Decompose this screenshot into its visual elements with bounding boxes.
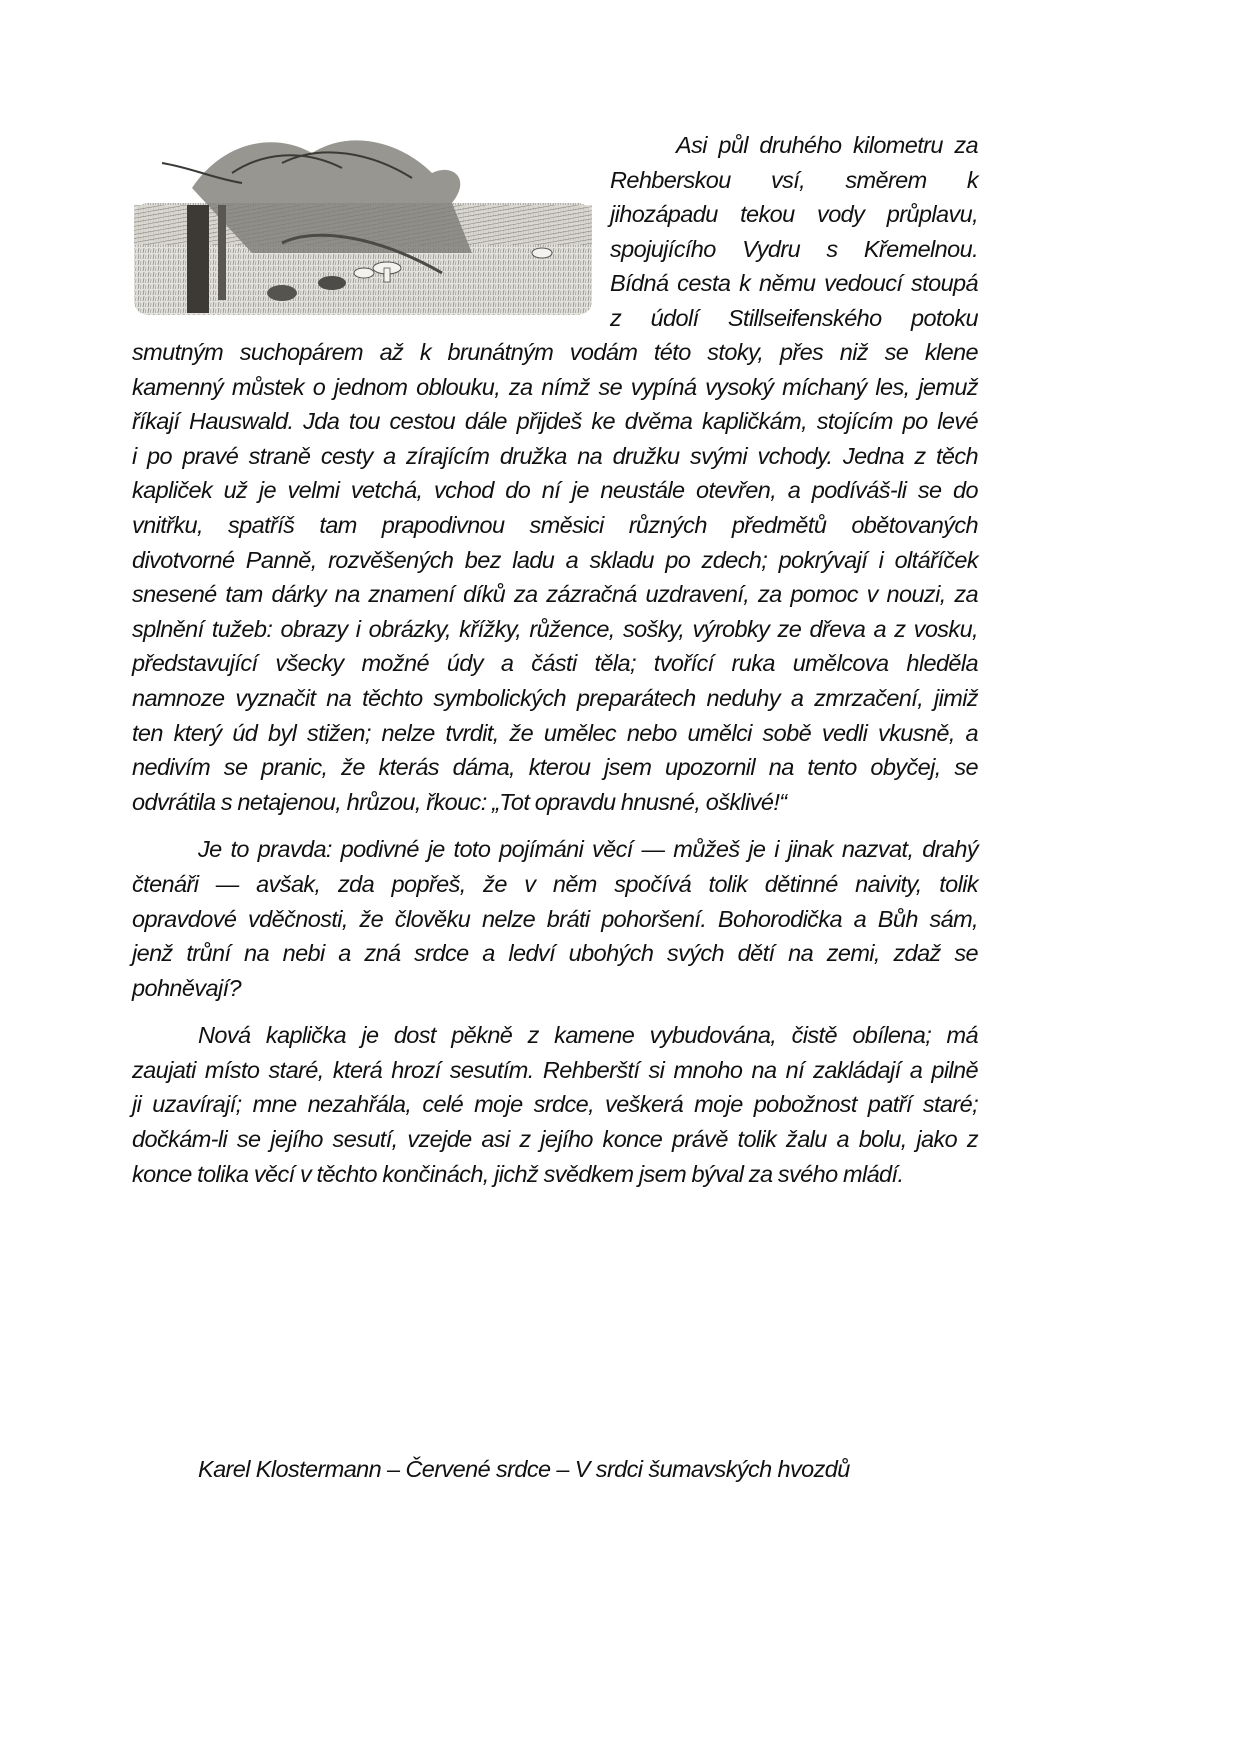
text-line: zaujati místo staré, která hrozí sesutím. Rehberští si mnoho na ní zakládají a pilně — [132, 1056, 978, 1083]
document-page — [132, 128, 978, 1191]
text-line: říkají Hauswald. Jda tou cestou dále přijdeš ke dvěma kapličkám, stojícím po levé — [132, 408, 978, 435]
forest-engraving-image — [132, 133, 594, 319]
text-line: Nová kaplička je dost pěkně z kamene vybudována, čistě obílena; má — [198, 1022, 978, 1049]
paragraph-3 — [132, 1018, 978, 1191]
text-line: kapliček už je velmi vetchá, vchod do ní je neustále otevřen, a podíváš-li se do — [132, 477, 978, 504]
paragraph-2 — [132, 832, 978, 1005]
paragraph-spacer — [132, 1005, 978, 1018]
text-line: opravdové vděčnosti, že člověku nelze bráti pohoršení. Bohorodička a Bůh sám, — [132, 905, 978, 932]
text-line: snesené tam dárky na znamení díků za zázračná uzdravení, za pomoc v nouzi, za — [132, 581, 978, 608]
text-line: představující všecky možné údy a části těla; tvořící ruka umělcova hleděla — [132, 650, 978, 677]
paragraph-1-continued — [132, 335, 978, 819]
text-line: jenž trůní na nebi a zná srdce a ledví ubohých svých dětí na zemi, zdaž se — [132, 940, 978, 967]
text-line: z údolí Stillseifenského potoku — [610, 304, 978, 331]
text-line: Rehberskou vsí, směrem k — [610, 166, 978, 193]
text-line: namnoze vyznačit na těchto symbolických preparátech neduhy a zmrzačení, jimiž — [132, 684, 978, 711]
paragraph-spacer — [132, 819, 978, 832]
text-line: Bídná cesta k němu vedoucí stoupá — [610, 270, 978, 297]
text-line: dočkám-li se jejího sesutí, vzejde asi z jejího konce právě tolik žalu a bolu, jako z — [132, 1126, 978, 1153]
text-line: i po pravé straně cesty a zírajícím družka na družku svými vchody. Jedna z těch — [132, 442, 978, 469]
text-line: kamenný můstek o jednom oblouku, za nímž se vypíná vysoký míchaný les, jemuž — [132, 373, 978, 400]
text-line: divotvorné Panně, rozvěšených bez ladu a skladu po zdech; pokrývají i oltáříček — [132, 546, 978, 573]
text-line: Asi půl druhého kilometru za — [676, 132, 978, 158]
intro-block — [132, 128, 978, 335]
text-line: Je to pravda: podivné je toto pojímáni věcí — můžeš je i jinak nazvat, drahý — [198, 836, 978, 863]
text-line: čtenáři — avšak, zda popřeš, že v něm spočívá tolik dětinné naivity, tolik — [132, 870, 978, 897]
text-line: ten který úd byl stižen; nelze tvrdit, že umělec nebo umělci sobě vedli vkusně, a — [132, 719, 978, 746]
intro-wrapped-text — [610, 128, 978, 336]
source-attribution: Karel Klostermann – Červené srdce – V srdci šumavských hvozdů — [198, 1456, 850, 1482]
text-line: splnění tužeb: obrazy i obrázky, křížky, růžence, sošky, výrobky ze dřeva a z vosku, — [132, 615, 978, 642]
text-line: smutným suchopárem až k brunátným vodám této stoky, přes niž se klene — [132, 339, 978, 365]
text-line: ji uzavírají; mne nezahřála, celé moje srdce, veškerá moje pobožnost patří staré; — [132, 1091, 978, 1118]
text-line: spojujícího Vydru s Křemelnou. — [610, 235, 978, 262]
text-line: konce tolika věcí v těchto končinách, jichž svědkem jsem býval za svého mládí. — [132, 1160, 904, 1187]
text-line: odvrátila s netajenou, hrůzou, řkouc: „Tot opravdu hnusné, ošklivé!“ — [132, 788, 787, 815]
text-line: vnitřku, spatříš tam prapodivnou směsici různých předmětů obětovaných — [132, 511, 978, 538]
text-line: pohněvají? — [132, 974, 241, 1001]
text-line: nedivím se pranic, že kterás dáma, kterou jsem upozornil na tento obyčej, se — [132, 754, 978, 781]
text-line: jihozápadu tekou vody průplavu, — [610, 201, 978, 228]
